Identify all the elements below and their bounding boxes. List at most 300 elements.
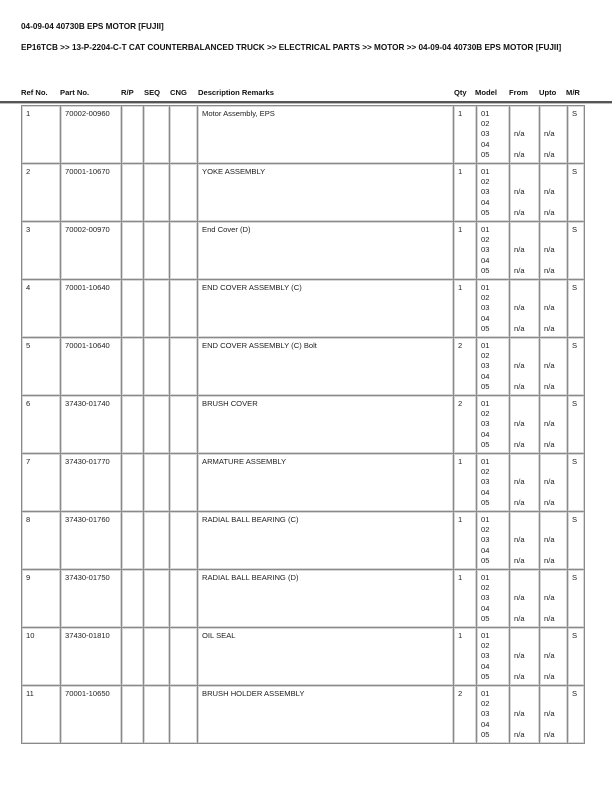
from-value: n/a xyxy=(514,245,525,255)
col-header-qty: Qty xyxy=(454,88,467,97)
mr-cell: S xyxy=(568,222,585,280)
from-cell xyxy=(510,570,540,628)
description-cell: End Cover (D) xyxy=(198,222,454,280)
breadcrumb: EP16TCB >> 13-P-2204-C-T CAT COUNTERBALANCED TRUCK >> ELECTRICAL PARTS >> MOTOR >> 04-09-04 40730B EPS MOTOR [FUJII] xyxy=(21,43,562,52)
rp-cell xyxy=(122,628,144,686)
table-row xyxy=(22,396,585,454)
part-number-cell: 37430-01750 xyxy=(61,570,122,628)
from-value xyxy=(514,167,536,177)
upto-value xyxy=(544,631,564,641)
model-cell xyxy=(477,106,510,164)
model-value: 03 xyxy=(481,651,490,661)
cng-cell xyxy=(170,164,198,222)
cng-cell xyxy=(170,106,198,164)
from-cell xyxy=(510,338,540,396)
upto-value: n/a xyxy=(544,323,555,333)
from-value xyxy=(514,351,536,361)
model-value: 03 xyxy=(481,709,490,719)
qty-cell: 1 xyxy=(454,454,477,512)
upto-value: n/a xyxy=(544,381,555,391)
seq-cell xyxy=(144,454,170,512)
col-header-part: Part No. xyxy=(60,88,90,97)
model-value: 04 xyxy=(481,139,490,149)
upto-cell xyxy=(540,570,568,628)
col-header-model: Model xyxy=(475,88,497,97)
upto-value: n/a xyxy=(544,149,555,159)
from-value xyxy=(514,720,536,730)
upto-cell xyxy=(540,512,568,570)
upto-value: n/a xyxy=(544,497,555,507)
description-cell: ARMATURE ASSEMBLY xyxy=(198,454,454,512)
model-value: 03 xyxy=(481,245,490,255)
model-value: 04 xyxy=(481,661,490,671)
mr-cell: S xyxy=(568,454,585,512)
from-value xyxy=(514,641,536,651)
part-number-cell: 70001-10640 xyxy=(61,280,122,338)
upto-cell xyxy=(540,164,568,222)
table-row xyxy=(22,164,585,222)
description-cell: END COVER ASSEMBLY (C) xyxy=(198,280,454,338)
from-value xyxy=(514,341,536,351)
model-value: 01 xyxy=(481,109,490,118)
upto-value: n/a xyxy=(544,187,555,197)
from-value: n/a xyxy=(514,555,525,565)
upto-cell xyxy=(540,338,568,396)
ref-cell: 5 xyxy=(22,338,61,396)
model-value: 05 xyxy=(481,671,490,681)
model-value: 03 xyxy=(481,129,490,139)
from-value: n/a xyxy=(514,613,525,623)
parts-table xyxy=(21,105,585,744)
model-value: 03 xyxy=(481,593,490,603)
cng-cell xyxy=(170,280,198,338)
from-value: n/a xyxy=(514,149,525,159)
model-value: 01 xyxy=(481,167,490,176)
col-header-rp: R/P xyxy=(121,88,134,97)
upto-value xyxy=(544,604,564,614)
from-value xyxy=(514,467,536,477)
ref-cell: 7 xyxy=(22,454,61,512)
model-value: 05 xyxy=(481,381,490,391)
qty-cell: 1 xyxy=(454,164,477,222)
model-value: 01 xyxy=(481,689,490,698)
from-value xyxy=(514,399,536,409)
upto-value xyxy=(544,573,564,583)
cng-cell xyxy=(170,570,198,628)
qty-cell: 1 xyxy=(454,280,477,338)
model-value: 04 xyxy=(481,603,490,613)
model-value: 05 xyxy=(481,497,490,507)
table-row xyxy=(22,512,585,570)
upto-value xyxy=(544,341,564,351)
from-value xyxy=(514,225,536,235)
cng-cell xyxy=(170,686,198,744)
seq-cell xyxy=(144,106,170,164)
cng-cell xyxy=(170,396,198,454)
rp-cell xyxy=(122,164,144,222)
model-value: 05 xyxy=(481,207,490,217)
from-value xyxy=(514,662,536,672)
table-row xyxy=(22,454,585,512)
model-value: 02 xyxy=(481,351,490,361)
description-cell: Motor Assembly, EPS xyxy=(198,106,454,164)
model-value: 01 xyxy=(481,631,490,640)
model-cell xyxy=(477,686,510,744)
model-value: 04 xyxy=(481,197,490,207)
upto-value xyxy=(544,699,564,709)
cng-cell xyxy=(170,222,198,280)
from-value xyxy=(514,256,536,266)
qty-cell: 1 xyxy=(454,106,477,164)
seq-cell xyxy=(144,628,170,686)
model-value: 02 xyxy=(481,119,490,129)
from-value xyxy=(514,235,536,245)
ref-cell: 9 xyxy=(22,570,61,628)
upto-value: n/a xyxy=(544,245,555,255)
model-value: 04 xyxy=(481,487,490,497)
upto-value xyxy=(544,641,564,651)
upto-cell xyxy=(540,222,568,280)
mr-cell: S xyxy=(568,106,585,164)
description-cell: BRUSH COVER xyxy=(198,396,454,454)
description-cell: OIL SEAL xyxy=(198,628,454,686)
upto-value: n/a xyxy=(544,439,555,449)
upto-cell xyxy=(540,686,568,744)
upto-value xyxy=(544,409,564,419)
model-value: 05 xyxy=(481,265,490,275)
from-value: n/a xyxy=(514,651,525,661)
upto-value: n/a xyxy=(544,593,555,603)
rp-cell xyxy=(122,280,144,338)
ref-cell: 1 xyxy=(22,106,61,164)
table-row xyxy=(22,222,585,280)
rp-cell xyxy=(122,454,144,512)
upto-value: n/a xyxy=(544,129,555,139)
col-header-mr: M/R xyxy=(566,88,580,97)
table-row xyxy=(22,570,585,628)
from-value xyxy=(514,372,536,382)
from-value xyxy=(514,525,536,535)
model-value: 05 xyxy=(481,613,490,623)
from-value xyxy=(514,140,536,150)
qty-cell: 1 xyxy=(454,512,477,570)
model-value: 04 xyxy=(481,545,490,555)
model-value: 01 xyxy=(481,515,490,524)
from-value xyxy=(514,409,536,419)
description-cell: RADIAL BALL BEARING (D) xyxy=(198,570,454,628)
model-cell xyxy=(477,164,510,222)
from-value xyxy=(514,177,536,187)
model-value: 05 xyxy=(481,729,490,739)
from-value: n/a xyxy=(514,477,525,487)
part-number-cell: 37430-01770 xyxy=(61,454,122,512)
model-value: 02 xyxy=(481,699,490,709)
table-row xyxy=(22,686,585,744)
from-value xyxy=(514,314,536,324)
from-value xyxy=(514,109,536,119)
upto-value: n/a xyxy=(544,613,555,623)
from-cell xyxy=(510,454,540,512)
model-value: 04 xyxy=(481,371,490,381)
upto-value xyxy=(544,256,564,266)
from-value: n/a xyxy=(514,729,525,739)
rp-cell xyxy=(122,570,144,628)
rp-cell xyxy=(122,396,144,454)
from-cell xyxy=(510,628,540,686)
model-value: 05 xyxy=(481,149,490,159)
upto-value: n/a xyxy=(544,419,555,429)
ref-cell: 2 xyxy=(22,164,61,222)
from-cell xyxy=(510,686,540,744)
cng-cell xyxy=(170,512,198,570)
model-value: 03 xyxy=(481,187,490,197)
upto-value xyxy=(544,119,564,129)
model-value: 04 xyxy=(481,719,490,729)
from-value: n/a xyxy=(514,709,525,719)
from-value xyxy=(514,457,536,467)
model-value: 01 xyxy=(481,283,490,292)
from-value: n/a xyxy=(514,419,525,429)
from-cell xyxy=(510,106,540,164)
mr-cell: S xyxy=(568,164,585,222)
from-value xyxy=(514,430,536,440)
model-cell xyxy=(477,222,510,280)
page-title: 04-09-04 40730B EPS MOTOR [FUJII] xyxy=(21,22,164,31)
upto-value xyxy=(544,430,564,440)
from-value: n/a xyxy=(514,265,525,275)
ref-cell: 10 xyxy=(22,628,61,686)
ref-cell: 6 xyxy=(22,396,61,454)
upto-value xyxy=(544,488,564,498)
seq-cell xyxy=(144,164,170,222)
upto-value xyxy=(544,689,564,699)
upto-value xyxy=(544,467,564,477)
upto-value: n/a xyxy=(544,207,555,217)
from-value: n/a xyxy=(514,593,525,603)
from-cell xyxy=(510,222,540,280)
table-row xyxy=(22,280,585,338)
upto-value xyxy=(544,457,564,467)
from-value xyxy=(514,293,536,303)
upto-value: n/a xyxy=(544,477,555,487)
ref-cell: 4 xyxy=(22,280,61,338)
mr-cell: S xyxy=(568,280,585,338)
mr-cell: S xyxy=(568,396,585,454)
from-cell xyxy=(510,396,540,454)
from-cell xyxy=(510,512,540,570)
upto-cell xyxy=(540,396,568,454)
ref-cell: 11 xyxy=(22,686,61,744)
model-value: 01 xyxy=(481,457,490,466)
upto-value: n/a xyxy=(544,729,555,739)
table-row xyxy=(22,628,585,686)
model-value: 04 xyxy=(481,255,490,265)
from-value xyxy=(514,573,536,583)
part-number-cell: 70001-10670 xyxy=(61,164,122,222)
from-value: n/a xyxy=(514,671,525,681)
model-value: 01 xyxy=(481,573,490,582)
seq-cell xyxy=(144,686,170,744)
from-value xyxy=(514,631,536,641)
from-value: n/a xyxy=(514,323,525,333)
upto-value xyxy=(544,167,564,177)
model-value: 02 xyxy=(481,293,490,303)
mr-cell: S xyxy=(568,686,585,744)
mr-cell: S xyxy=(568,512,585,570)
upto-value xyxy=(544,525,564,535)
from-value xyxy=(514,689,536,699)
col-header-seq: SEQ xyxy=(144,88,161,97)
rp-cell xyxy=(122,512,144,570)
part-number-cell: 37430-01760 xyxy=(61,512,122,570)
from-value: n/a xyxy=(514,207,525,217)
upto-value xyxy=(544,515,564,525)
col-header-desc: Description Remarks xyxy=(198,88,274,97)
upto-value: n/a xyxy=(544,265,555,275)
model-value: 05 xyxy=(481,323,490,333)
header-divider-shadow xyxy=(0,103,612,104)
model-value: 02 xyxy=(481,641,490,651)
upto-value xyxy=(544,546,564,556)
upto-cell xyxy=(540,280,568,338)
from-cell xyxy=(510,164,540,222)
qty-cell: 1 xyxy=(454,222,477,280)
upto-value xyxy=(544,351,564,361)
col-header-ref: Ref No. xyxy=(21,88,48,97)
upto-value xyxy=(544,399,564,409)
model-value: 01 xyxy=(481,225,490,234)
upto-value xyxy=(544,293,564,303)
model-value: 02 xyxy=(481,467,490,477)
col-header-from: From xyxy=(509,88,528,97)
seq-cell xyxy=(144,570,170,628)
mr-cell: S xyxy=(568,570,585,628)
upto-value xyxy=(544,314,564,324)
upto-value: n/a xyxy=(544,555,555,565)
model-cell xyxy=(477,280,510,338)
model-cell xyxy=(477,396,510,454)
model-value: 04 xyxy=(481,313,490,323)
model-value: 02 xyxy=(481,177,490,187)
qty-cell: 2 xyxy=(454,338,477,396)
rp-cell xyxy=(122,338,144,396)
from-value xyxy=(514,604,536,614)
cng-cell xyxy=(170,338,198,396)
model-value: 02 xyxy=(481,525,490,535)
description-cell: END COVER ASSEMBLY (C) Bolt xyxy=(198,338,454,396)
model-cell xyxy=(477,570,510,628)
model-value: 03 xyxy=(481,419,490,429)
table-row xyxy=(22,338,585,396)
rp-cell xyxy=(122,106,144,164)
model-cell xyxy=(477,628,510,686)
from-value: n/a xyxy=(514,303,525,313)
table-header xyxy=(0,88,612,100)
model-cell xyxy=(477,338,510,396)
upto-cell xyxy=(540,454,568,512)
qty-cell: 2 xyxy=(454,396,477,454)
seq-cell xyxy=(144,512,170,570)
col-header-upto: Upto xyxy=(539,88,557,97)
description-cell: YOKE ASSEMBLY xyxy=(198,164,454,222)
model-value: 03 xyxy=(481,361,490,371)
upto-value xyxy=(544,198,564,208)
rp-cell xyxy=(122,222,144,280)
upto-value xyxy=(544,662,564,672)
description-cell: BRUSH HOLDER ASSEMBLY xyxy=(198,686,454,744)
upto-value xyxy=(544,583,564,593)
from-value: n/a xyxy=(514,381,525,391)
table-row xyxy=(22,106,585,164)
model-value: 02 xyxy=(481,235,490,245)
upto-value xyxy=(544,177,564,187)
part-number-cell: 70002-00960 xyxy=(61,106,122,164)
upto-value xyxy=(544,140,564,150)
part-number-cell: 37430-01810 xyxy=(61,628,122,686)
from-value: n/a xyxy=(514,497,525,507)
model-value: 04 xyxy=(481,429,490,439)
cng-cell xyxy=(170,628,198,686)
model-value: 02 xyxy=(481,409,490,419)
from-value xyxy=(514,283,536,293)
mr-cell: S xyxy=(568,338,585,396)
upto-cell xyxy=(540,628,568,686)
from-value xyxy=(514,198,536,208)
from-value: n/a xyxy=(514,129,525,139)
from-value: n/a xyxy=(514,439,525,449)
model-value: 03 xyxy=(481,477,490,487)
upto-value: n/a xyxy=(544,303,555,313)
ref-cell: 8 xyxy=(22,512,61,570)
model-value: 01 xyxy=(481,341,490,350)
upto-cell xyxy=(540,106,568,164)
seq-cell xyxy=(144,222,170,280)
upto-value: n/a xyxy=(544,361,555,371)
ref-cell: 3 xyxy=(22,222,61,280)
from-value xyxy=(514,119,536,129)
from-value xyxy=(514,515,536,525)
model-value: 01 xyxy=(481,399,490,408)
from-value xyxy=(514,699,536,709)
from-value xyxy=(514,546,536,556)
from-value xyxy=(514,583,536,593)
upto-value: n/a xyxy=(544,535,555,545)
qty-cell: 2 xyxy=(454,686,477,744)
model-value: 02 xyxy=(481,583,490,593)
upto-value: n/a xyxy=(544,671,555,681)
qty-cell: 1 xyxy=(454,628,477,686)
upto-value xyxy=(544,372,564,382)
upto-value xyxy=(544,109,564,119)
cng-cell xyxy=(170,454,198,512)
upto-value: n/a xyxy=(544,709,555,719)
seq-cell xyxy=(144,280,170,338)
model-cell xyxy=(477,512,510,570)
model-value: 05 xyxy=(481,555,490,565)
from-value: n/a xyxy=(514,361,525,371)
model-value: 03 xyxy=(481,535,490,545)
part-number-cell: 70002-00970 xyxy=(61,222,122,280)
mr-cell: S xyxy=(568,628,585,686)
model-value: 05 xyxy=(481,439,490,449)
from-value: n/a xyxy=(514,187,525,197)
from-value xyxy=(514,488,536,498)
description-cell: RADIAL BALL BEARING (C) xyxy=(198,512,454,570)
upto-value xyxy=(544,720,564,730)
upto-value: n/a xyxy=(544,651,555,661)
upto-value xyxy=(544,283,564,293)
from-cell xyxy=(510,280,540,338)
